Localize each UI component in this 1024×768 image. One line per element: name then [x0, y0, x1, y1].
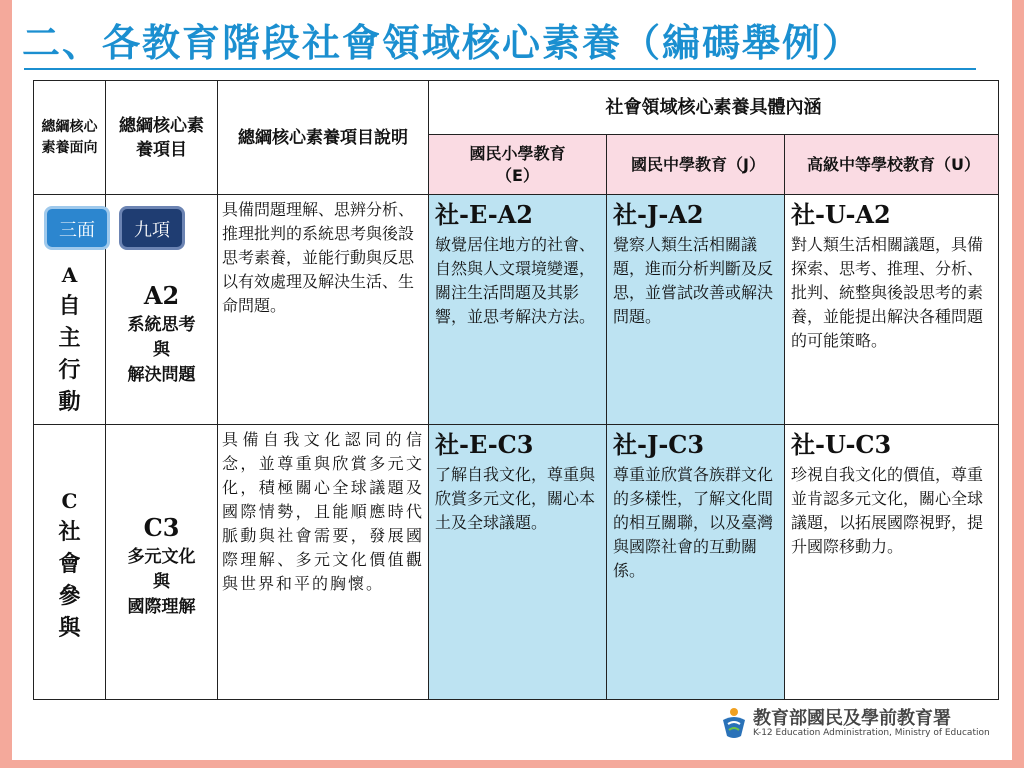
- ministry-name-zh: 教育部國民及學前教育署: [753, 708, 951, 729]
- ministry-emblem-icon: [719, 706, 749, 740]
- literacy-senior: [785, 425, 999, 700]
- literacy-junior: [607, 195, 785, 425]
- item-code: C3: [143, 512, 180, 542]
- item-description: 具備自我文化認同的信念，並尊重與欣賞多元文化，積極關心全球議題及國際情勢，且能順應時代脈動與社會需要，發展國際理解、多元文化價值觀與世界和平的胸懷。: [218, 425, 429, 700]
- literacy-text: 敏覺居住地方的社會、自然與人文環境變遷，關注生活問題及其影響，並思考解決方法。: [435, 235, 596, 326]
- item-name-line-3: 解決問題: [127, 365, 196, 385]
- aspect-cell: [34, 425, 106, 700]
- core-competency-table: [33, 80, 999, 700]
- literacy-code: 社-E-A2: [435, 200, 533, 229]
- literacy-text: 了解自我文化，尊重與欣賞多元文化，關心本土及全球議題。: [435, 465, 596, 532]
- literacy-text: 珍視自我文化的價值，尊重並肯認多元文化，關心全球議題，以拓展國際視野，提升國際移動力。: [791, 465, 984, 556]
- header-stage-elementary: 國民小學教育（E）: [429, 135, 607, 195]
- item-code: A2: [143, 281, 180, 310]
- table-row: [34, 425, 999, 700]
- item-name-line-3: 國際理解: [127, 596, 196, 617]
- title-underline: [24, 68, 976, 70]
- literacy-elementary: [429, 195, 607, 425]
- item-name-line-1: 系統思考: [127, 315, 196, 335]
- ministry-name-en: K-12 Education Administration, Ministry of Education: [753, 728, 990, 738]
- item-cell: [106, 425, 218, 700]
- item-description: 具備問題理解、思辨分析、推理批判的系統思考與後設思考素養，並能行動與反思以有效處理及解決生活、生命問題。: [218, 195, 429, 425]
- literacy-elementary: [429, 425, 607, 700]
- literacy-code: 社-J-C3: [613, 430, 705, 459]
- ministry-logo: [719, 704, 990, 746]
- aspect-code: A: [61, 262, 78, 287]
- literacy-text: 尊重並欣賞各族群文化的多樣性，了解文化間的相互關聯，以及臺灣與國際社會的互動關係。: [613, 465, 774, 580]
- literacy-senior: [785, 195, 999, 425]
- item-name-line-2: 與: [153, 340, 170, 360]
- literacy-text: 覺察人類生活相關議題，進而分析判斷及反思，並嘗試改善或解決問題。: [613, 235, 774, 326]
- aspect-name: 自主行動: [58, 293, 81, 415]
- literacy-code: 社-U-A2: [791, 200, 891, 229]
- header-row-1: [34, 81, 999, 135]
- three-aspects-badge: 三面: [44, 206, 110, 250]
- header-domain: 社會領域核心素養具體內涵: [429, 81, 999, 135]
- header-stage-junior: 國民中學教育（J）: [607, 135, 785, 195]
- literacy-code: 社-E-C3: [435, 430, 534, 459]
- literacy-code: 社-J-A2: [613, 200, 704, 229]
- aspect-name: 社會參與: [58, 520, 81, 641]
- header-stage-senior: 高級中等學校教育（U）: [785, 135, 999, 195]
- header-item: 總綱核心素養項目: [106, 81, 218, 195]
- item-name-line-1: 多元文化: [127, 546, 196, 567]
- literacy-junior: [607, 425, 785, 700]
- item-name-line-2: 與: [153, 571, 170, 592]
- nine-items-badge: 九項: [119, 206, 185, 250]
- header-item-desc: 總綱核心素養項目說明: [218, 81, 429, 195]
- aspect-code: C: [61, 489, 78, 513]
- literacy-code: 社-U-C3: [791, 430, 892, 459]
- literacy-text: 對人類生活相關議題，具備探索、思考、推理、分析、批判、統整與後設思考的素養，並能提出解決各種問題的可能策略。: [791, 235, 984, 350]
- page-title: 二、各教育階段社會領域核心素養（編碼舉例）: [22, 21, 863, 65]
- header-aspect: 總綱核心素養面向: [34, 81, 106, 195]
